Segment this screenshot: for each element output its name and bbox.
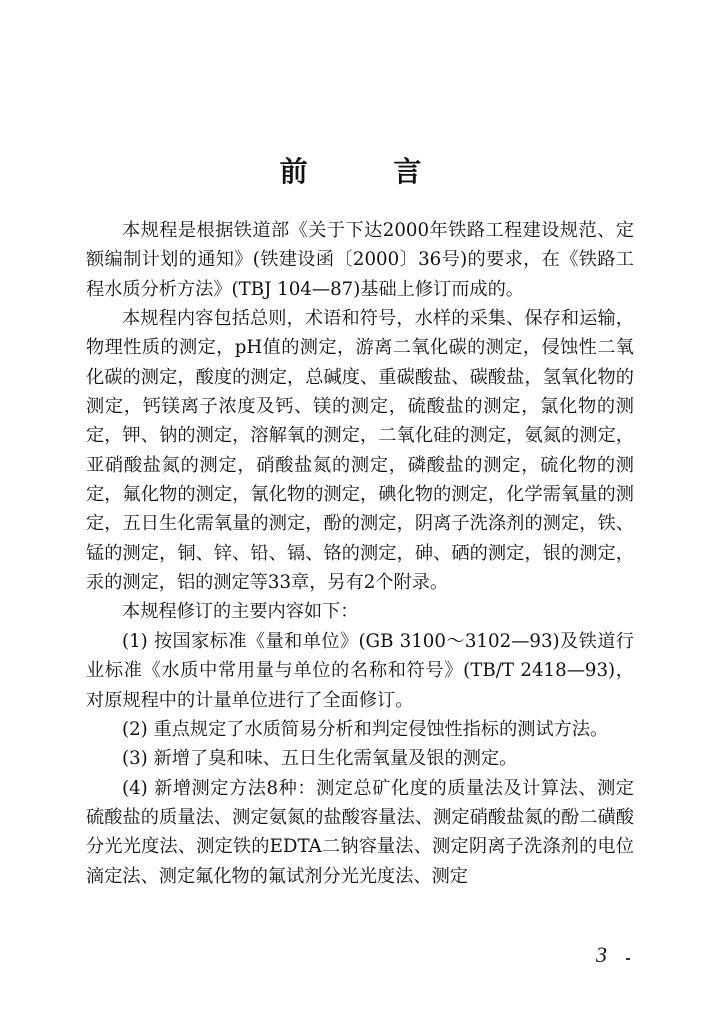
body-text (86, 216, 634, 891)
paragraph-item-4: (4) 新增测定方法8种：测定总矿化度的质量法及计算法、测定硫酸盐的质量法、测定氨氮的盐酸容量法、测定硝酸盐氮的酚二磺酸分光光度法、测定铁的EDTA二钠容量法、测定阴离子洗涤剂的电位滴定法、测定氟化物的氟试剂分光光度法、测定 (86, 777, 634, 887)
paragraph-item-3: (3) 新增了臭和味、五日生化需氧量及银的测定。 (122, 748, 518, 770)
paragraph-item-1: (1) 按国家标准《量和单位》(GB 3100～3102—93)及铁道行业标准《水质中常用量与单位的名称和符号》(TB/T 2418—93)，对原规程中的计量单位进行了全面修订。 (86, 630, 634, 711)
paragraph-intro: 本规程是根据铁道部《关于下达2000年铁路工程建设规范、定额编制计划的通知》(铁建设函〔2000〕36号)的要求，在《铁路工程水质分析方法》(TBJ 104—87)基础上修订而成的。 (86, 220, 634, 300)
paragraph-item-2: (2) 重点规定了水质简易分析和判定侵蚀性指标的测试方法。 (122, 718, 609, 740)
paragraph-contents: 本规程内容包括总则，术语和符号，水样的采集、保存和运输，物理性质的测定，pH值的测定，游离二氧化碳的测定，侵蚀性二氧化碳的测定，酸度的测定，总碱度、重碳酸盐、碳酸盐，氢氧化物的测定，钙镁离子浓度及钙、镁的测定，硫酸盐的测定，氯化物的测定，钾、钠的测定，溶解氧的测定，二氧化硅的测定，氨氮的测定，亚硝酸盐氮的测定，硝酸盐氮的测定，磷酸盐的测定，硫化物的测定，氟化物的测定，氰化物的测定，碘化物的测定，化学需氧量的测定，五日生化需氧量的测定，酚的测定，阴离子洗涤剂的测定，铁、锰的测定，铜、锌、铅、镉、铬的测定，砷、硒的测定，银的测定，汞的测定，铝的测定等33章，另有2个附录。 (86, 308, 634, 594)
scan-mark (626, 958, 630, 960)
page-number: 3 (596, 942, 607, 967)
paragraph-revision-lead: 本规程修订的主要内容如下： (122, 601, 359, 623)
page-title: 前 言 (279, 155, 460, 188)
